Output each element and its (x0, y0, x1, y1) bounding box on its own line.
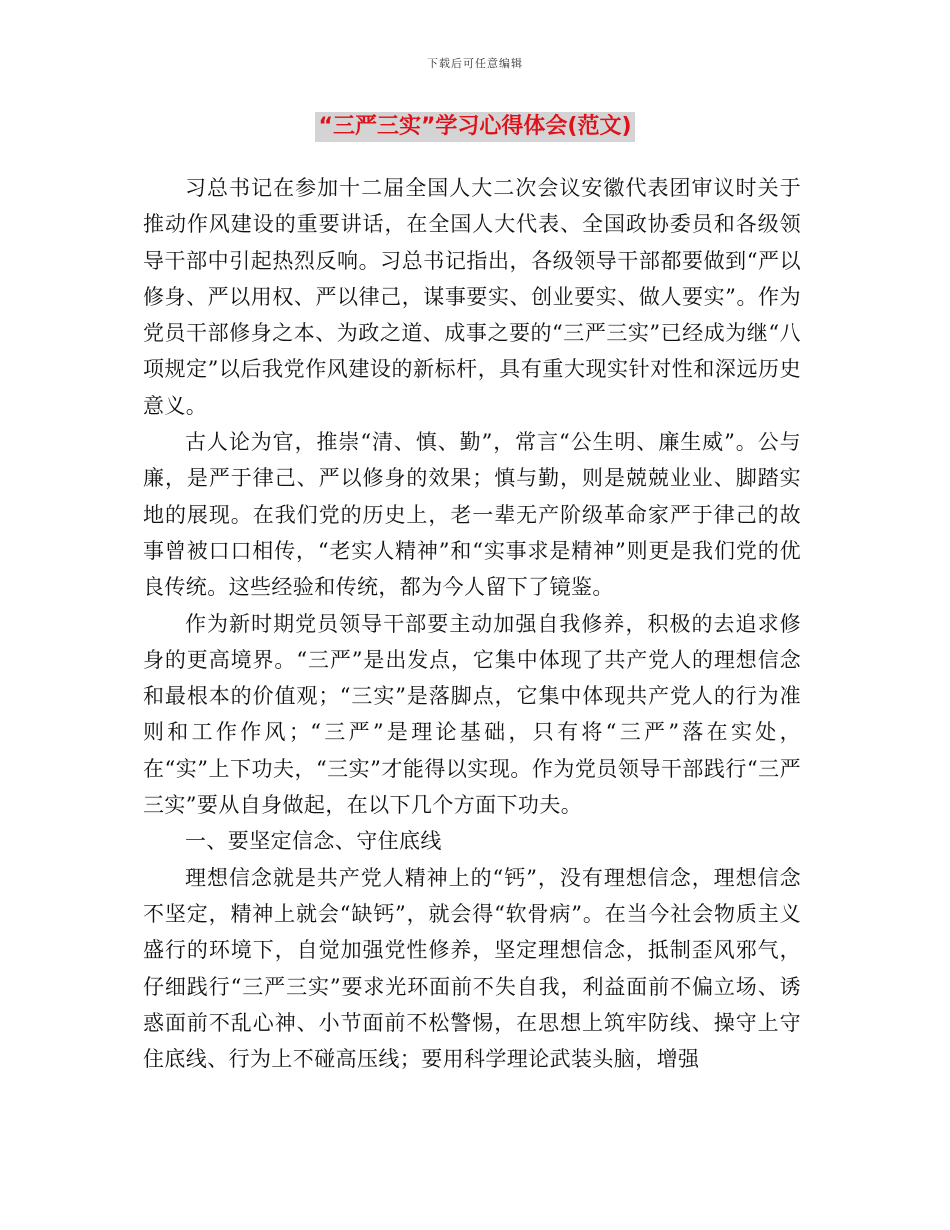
document-title: “三严三实”学习心得体会(范文) (315, 112, 634, 142)
title-container (0, 112, 950, 142)
header-note: 下载后可任意编辑 (427, 57, 523, 70)
document-body (143, 170, 801, 1077)
paragraph: 作为新时期党员领导干部要主动加强自我修养，积极的去追求修身的更高境界。“三严”是出发点，它集中体现了共产党人的理想信念和最根本的价值观；“三实”是落脚点，它集中体现共产党人的行为准则和工作作风；“三严”是理论基础，只有将“三严”落在实处，在“实”上下功夫，“三实”才能得以实现。作为党员领导干部践行“三严三实”要从自身做起，在以下几个方面下功夫。 (143, 611, 801, 818)
paragraph: 习总书记在参加十二届全国人大二次会议安徽代表团审议时关于推动作风建设的重要讲话，在全国人大代表、全国政协委员和各级领导干部中引起热烈反响。习总书记指出，各级领导干部都要做到“严以修身、严以用权、严以律己，谋事要实、创业要实、做人要实”。作为党员干部修身之本、为政之道、成事之要的“三严三实”已经成为继“八项规定”以后我党作风建设的新标杆，具有重大现实针对性和深远历史意义。 (143, 176, 801, 418)
section-heading: 一、要坚定信念、守住底线 (185, 829, 442, 854)
paragraph: 古人论为官，推崇“清、慎、勤”，常言“公生明、廉生威”。公与廉，是严于律己、严以修身的效果；慎与勤，则是兢兢业业、脚踏实地的展现。在我们党的历史上，老一辈无产阶级革命家严于律己的故事曾被口口相传，“老实人精神”和“实事求是精神”则更是我们党的优良传统。这些经验和传统，都为今人留下了镜鉴。 (143, 430, 801, 600)
paragraph: 理想信念就是共产党人精神上的“钙”，没有理想信念，理想信念不坚定，精神上就会“缺钙”，就会得“软骨病”。在当今社会物质主义盛行的环境下，自觉加强党性修养，坚定理想信念，抵制歪风邪气，仔细践行“三严三实”要求光环面前不失自我，利益面前不偏立场、诱惑面前不乱心神、小节面前不松警惕，在思想上筑牢防线、操守上守住底线、行为上不碰高压线；要用科学理论武装头脑，增强 (143, 865, 801, 1072)
